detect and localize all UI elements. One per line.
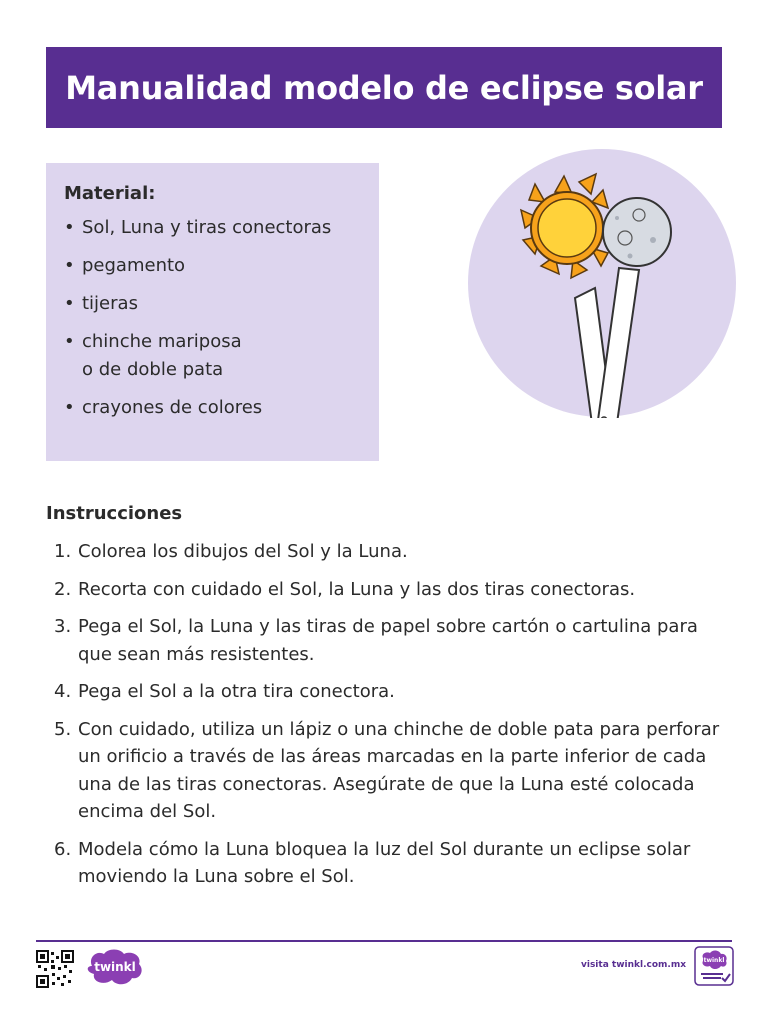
materials-item: • crayones de colores (64, 394, 361, 422)
twinkl-logo[interactable] (84, 946, 146, 988)
materials-item: • chinche mariposa o de doble pata (64, 328, 361, 384)
step-number: 5. (54, 718, 72, 740)
instruction-step (46, 538, 736, 566)
step-number: 6. (54, 838, 72, 860)
visit-link[interactable]: visita twinkl.com.mx (581, 960, 686, 970)
step-text: Colorea los dibujos del Sol y la Luna. (78, 541, 408, 562)
step-text: Con cuidado, utiliza un lápiz o una chinche de doble pata para perforar un orificio a través de las áreas marcadas en la parte inferior de cada una de las tiras conectoras. Asegúrate de que la Luna esté colocada encima del Sol. (78, 718, 720, 822)
quality-badge (694, 946, 734, 986)
materials-list (64, 214, 361, 422)
step-number: 4. (54, 681, 72, 702)
eclipse-model-illustration (467, 148, 737, 418)
step-text: Modela cómo la Luna bloquea la luz del Sol durante un eclipse solar moviendo la Luna sobre el Sol. (78, 838, 691, 887)
badge-text: twinkl (703, 957, 725, 964)
step-text: Pega el Sol, la Luna y las tiras de papel sobre cartón o cartulina para que sean más resistentes. (78, 616, 698, 665)
moon-icon (603, 198, 671, 266)
materials-heading: Material: (64, 183, 156, 204)
instructions-list (46, 538, 736, 901)
step-text: Recorta con cuidado el Sol, la Luna y las dos tiras conectoras. (78, 578, 636, 600)
instruction-step (46, 716, 736, 826)
title-banner (46, 47, 722, 128)
step-number: 3. (54, 616, 72, 637)
instruction-step (46, 613, 736, 668)
step-number: 2. (54, 578, 72, 600)
instruction-step (46, 576, 736, 604)
materials-item: • Sol, Luna y tiras conectoras (64, 214, 361, 242)
instruction-step (46, 678, 736, 706)
logo-text: twinkl (94, 960, 136, 974)
footer-divider (36, 940, 732, 942)
qr-code-icon[interactable] (36, 950, 74, 988)
step-text: Pega el Sol a la otra tira conectora. (78, 681, 395, 702)
materials-box (46, 163, 379, 461)
materials-item: • tijeras (64, 290, 361, 318)
page-title: Manualidad modelo de eclipse solar (65, 68, 703, 107)
instructions-heading: Instrucciones (46, 503, 183, 524)
instruction-step (46, 836, 736, 891)
materials-item: • pegamento (64, 252, 361, 280)
step-number: 1. (54, 541, 72, 562)
